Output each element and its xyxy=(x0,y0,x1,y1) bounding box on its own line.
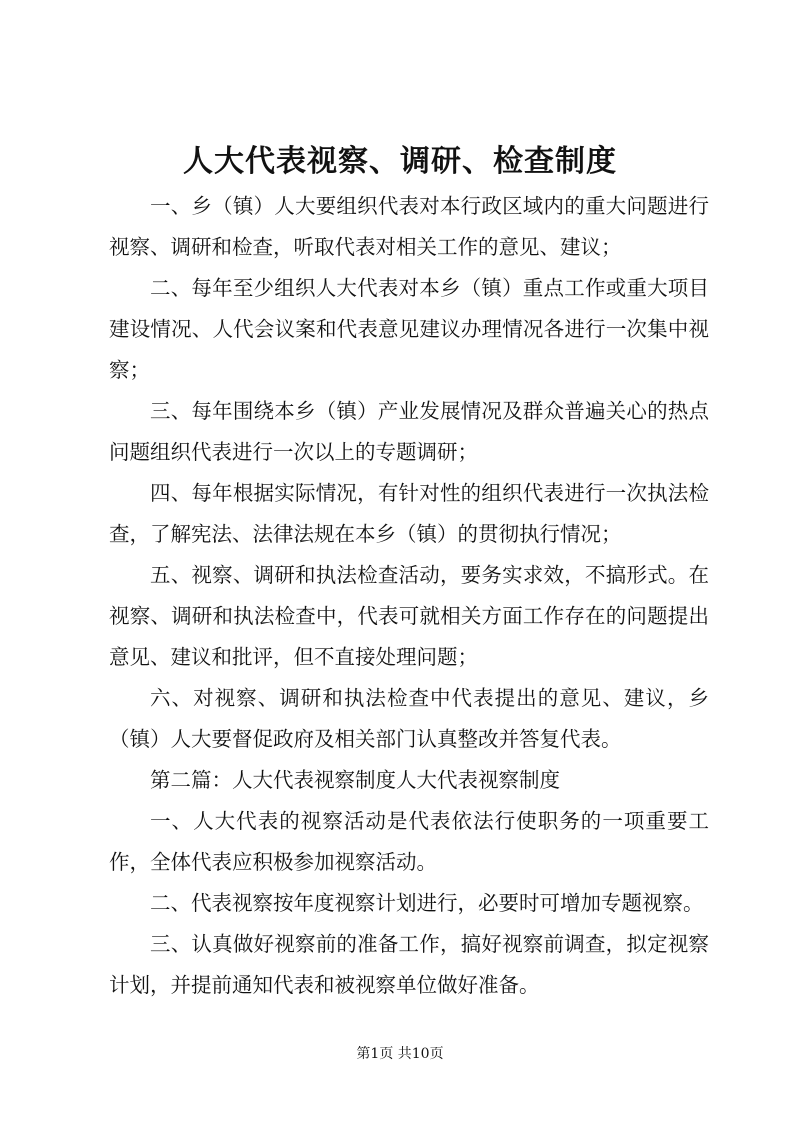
paragraph-5: 五、视察、调研和执法检查活动，要务实求效，不搞形式。在视察、调研和执法检查中，代表可就相关方面工作存在的问题提出意见、建议和批评，但不直接处理问题； xyxy=(109,563,709,669)
paragraph-1: 一、乡（镇）人大要组织代表对本行政区域内的重大问题进行视察、调研和检查，听取代表对相关工作的意见、建议； xyxy=(109,194,709,259)
paragraph-6: 六、对视察、调研和执法检查中代表提出的意见、建议，乡（镇）人大要督促政府及相关部门认真整改并答复代表。 xyxy=(109,686,709,751)
paragraph-7: 一、人大代表的视察活动是代表依法行使职务的一项重要工作，全体代表应积极参加视察活动。 xyxy=(109,809,709,874)
paragraph-2: 二、每年至少组织人大代表对本乡（镇）重点工作或重大项目建设情况、人代会议案和代表意见建议办理情况各进行一次集中视察； xyxy=(109,276,709,382)
paragraph-8: 二、代表视察按年度视察计划进行，必要时可增加专题视察。 xyxy=(150,891,704,915)
page-number-footer: 第1页 共10页 xyxy=(356,1046,444,1062)
paragraph-3: 三、每年围绕本乡（镇）产业发展情况及群众普遍关心的热点问题组织代表进行一次以上的专题调研； xyxy=(109,399,709,464)
section-heading-part-two: 第二篇：人大代表视察制度人大代表视察制度 xyxy=(150,768,560,792)
document-body xyxy=(109,186,709,1006)
paragraph-4: 四、每年根据实际情况，有针对性的组织代表进行一次执法检查，了解宪法、法律法规在本乡（镇）的贯彻执行情况； xyxy=(109,481,709,546)
document-title: 人大代表视察、调研、检查制度 xyxy=(183,144,617,179)
paragraph-9: 三、认真做好视察前的准备工作，搞好视察前调查，拟定视察计划，并提前通知代表和被视察单位做好准备。 xyxy=(109,932,709,997)
